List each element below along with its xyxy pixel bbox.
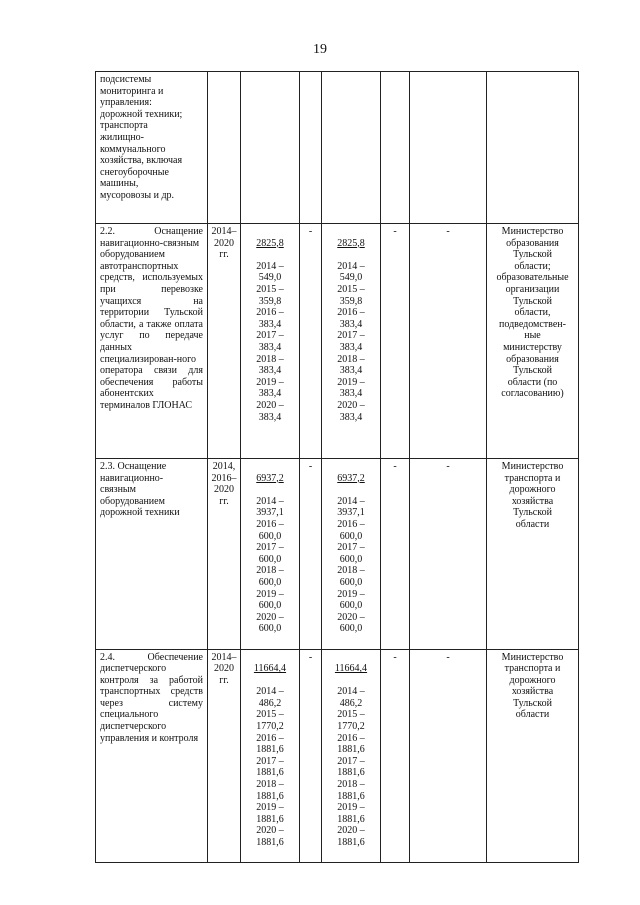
years-cell — [208, 72, 241, 224]
federal-cell: - — [300, 224, 322, 459]
federal-cell — [300, 72, 322, 224]
years-cell: 2014, 2016– 2020 гг. — [208, 459, 241, 650]
measures-table — [95, 71, 579, 863]
regional-value: 11664,4 — [334, 663, 368, 675]
total-value: 11664,4 — [253, 663, 287, 675]
executor-cell: Министерство образования Тульской области; образовательные организации Тульской области, подведомствен- ные министерству образования Тульской области (по согласованию) — [487, 224, 579, 459]
executor-cell: Министерство транспорта и дорожного хозяйства Тульской области — [487, 649, 579, 863]
federal-cell: - — [300, 459, 322, 650]
regional-breakdown: 2014 – 3937,1 2016 – 600,0 2017 – 600,0 2018 – 600,0 2019 – 600,0 2020 – 600,0 — [337, 495, 365, 635]
total-cell — [241, 459, 300, 650]
executor-cell: Министерство транспорта и дорожного хозяйства Тульской области — [487, 459, 579, 650]
municipal-cell — [381, 72, 410, 224]
total-cell — [241, 224, 300, 459]
total-cell — [241, 72, 300, 224]
other-sources-cell: - — [410, 649, 487, 863]
total-value: 2825,8 — [256, 237, 284, 249]
municipal-cell: - — [381, 459, 410, 650]
measure-name-cell: 2.4. Обеспечение диспетчерского контроля за работой транспортных средств через систему специального диспетчерского управления и контроля — [96, 649, 208, 863]
regional-breakdown: 2014 – 549,0 2015 – 359,8 2016 – 383,4 2017 – 383,4 2018 – 383,4 2019 – 383,4 2020 – 383,4 — [337, 260, 365, 423]
other-sources-cell: - — [410, 224, 487, 459]
municipal-cell: - — [381, 649, 410, 863]
regional-cell — [322, 459, 381, 650]
regional-cell — [322, 224, 381, 459]
table-row — [96, 649, 579, 863]
measure-name-cell: подсистемы мониторинга и управления: дорожной техники; транспорта жилищно- коммунального хозяйства, включая снегоуборочные машины, мусоровозы и др. — [96, 72, 208, 224]
regional-breakdown: 2014 – 486,2 2015 – 1770,2 2016 – 1881,6 2017 – 1881,6 2018 – 1881,6 2019 – 1881,6 2020 – 1881,6 — [337, 686, 365, 848]
measure-name-cell: 2.3. Оснащение навигационно- связным оборудованием дорожной техники — [96, 459, 208, 650]
years-cell: 2014– 2020 гг. — [208, 224, 241, 459]
table-row — [96, 459, 579, 650]
municipal-cell: - — [381, 224, 410, 459]
executor-cell — [487, 72, 579, 224]
table-row — [96, 72, 579, 224]
years-cell: 2014– 2020 гг. — [208, 649, 241, 863]
total-value: 6937,2 — [256, 472, 284, 484]
regional-value: 6937,2 — [337, 472, 365, 484]
total-cell — [241, 649, 300, 863]
total-breakdown: 2014 – 549,0 2015 – 359,8 2016 – 383,4 2017 – 383,4 2018 – 383,4 2019 – 383,4 2020 – 383,4 — [256, 260, 284, 423]
federal-cell: - — [300, 649, 322, 863]
total-breakdown: 2014 – 486,2 2015 – 1770,2 2016 – 1881,6 2017 – 1881,6 2018 – 1881,6 2019 – 1881,6 2020 – 1881,6 — [256, 686, 284, 848]
table-row — [96, 224, 579, 459]
regional-value: 2825,8 — [337, 237, 365, 249]
other-sources-cell — [410, 72, 487, 224]
other-sources-cell: - — [410, 459, 487, 650]
regional-cell — [322, 649, 381, 863]
measure-name-cell: 2.2. Оснащение навигационно-связным оборудованием автотранспортных средств, используемых при перевозке учащихся на территории Тульской области, а также оплата услуг по передаче данных специализирован-ного оператора связи для обеспечения работы абонентских терминалов ГЛОНАС — [96, 224, 208, 459]
page-number: 19 — [313, 42, 327, 57]
total-breakdown: 2014 – 3937,1 2016 – 600,0 2017 – 600,0 2018 – 600,0 2019 – 600,0 2020 – 600,0 — [256, 495, 284, 635]
regional-cell — [322, 72, 381, 224]
